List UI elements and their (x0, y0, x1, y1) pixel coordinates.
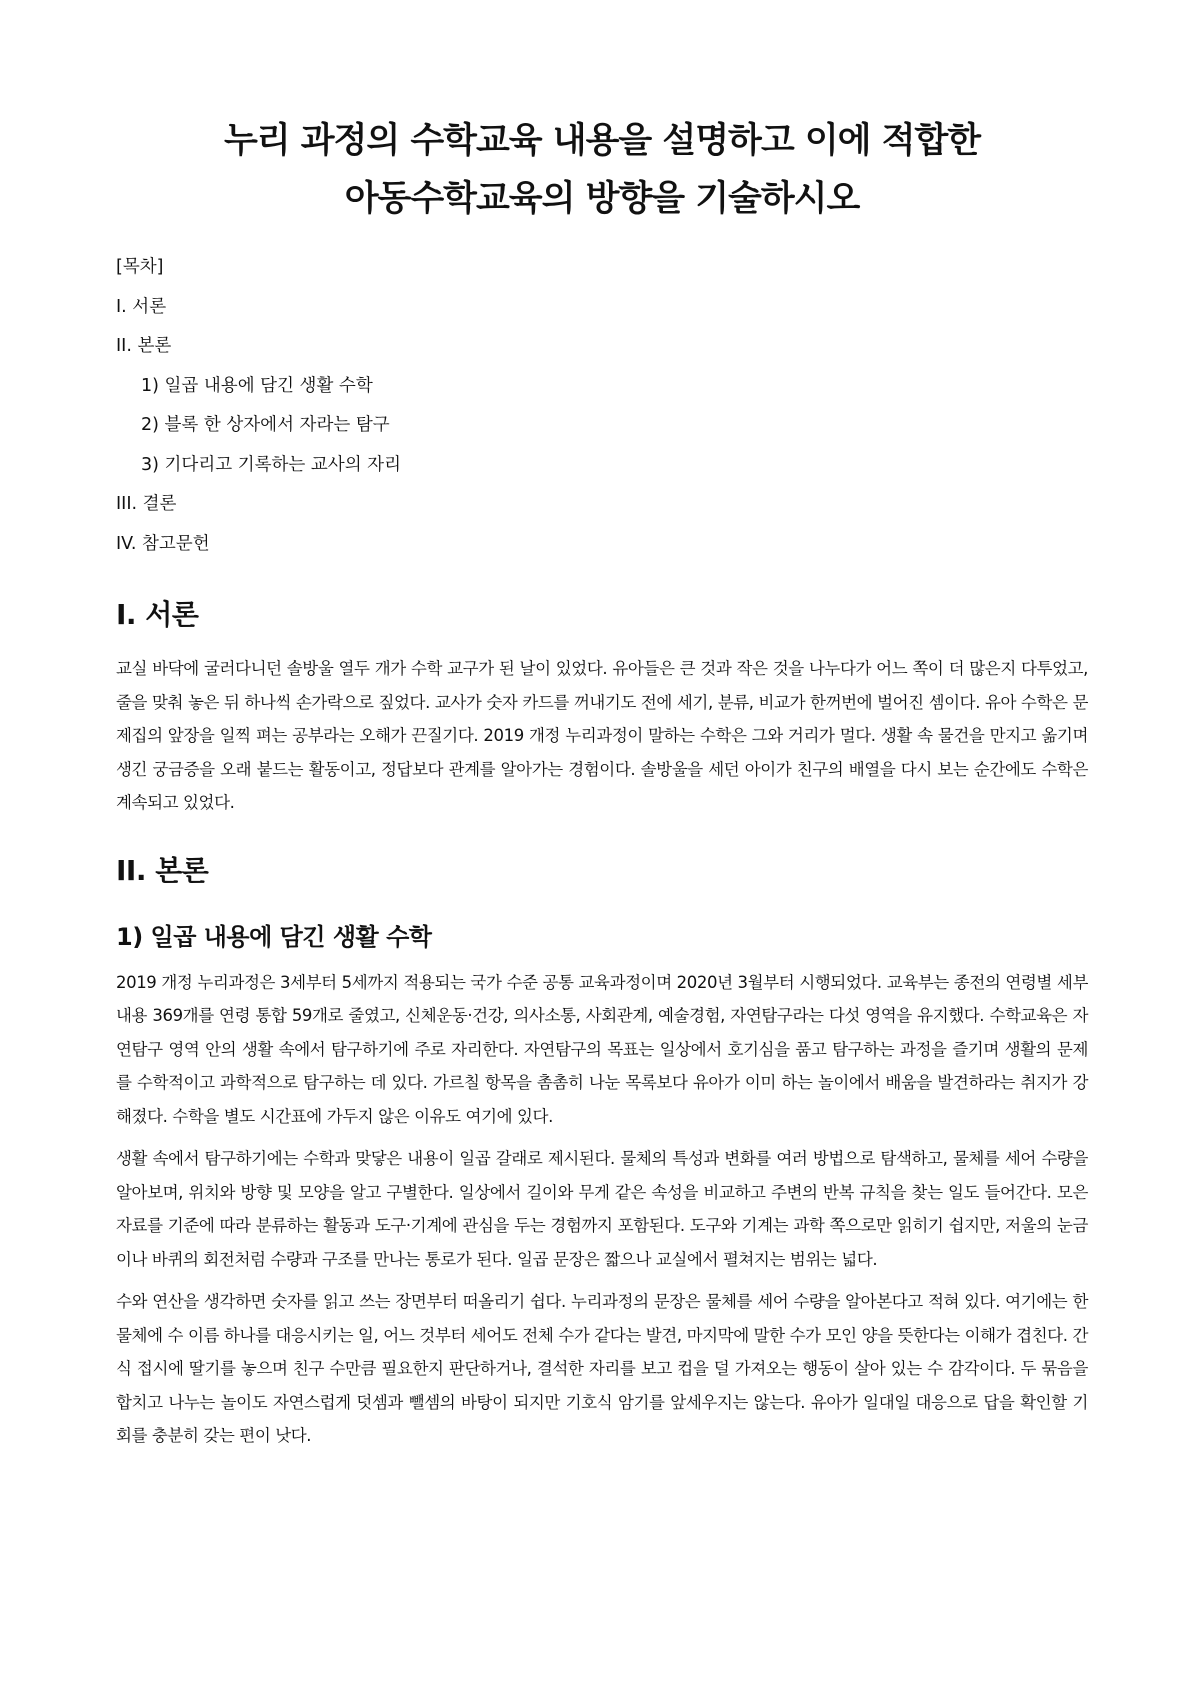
subsection-heading-1: 1) 일곱 내용에 담긴 생활 수학 (116, 922, 432, 951)
section-heading-intro: I. 서론 (116, 598, 199, 631)
toc-item-body-2: 2) 블록 한 상자에서 자라는 탐구 (141, 415, 390, 435)
body-paragraph: 생활 속에서 탐구하기에는 수학과 맞닿은 내용이 일곱 갈래로 제시된다. 물체의 특성과 변화를 여러 방법으로 탐색하고, 물체를 세어 수량을 알아보며, 위치와 방향 및 모양을 알고 구별한다. 일상에서 길이와 무게 같은 속성을 비교하고 주변의 반복 규칙을 찾는 일도 들어간다. 모은 자료를 기준에 따라 분류하는 활동과 도구·기계에 관심을 두는 경험까지 포함된다. 도구와 기계는 과학 쪽으로만 읽히기 쉽지만, 저울의 눈금이나 바퀴의 회전처럼 수량과 구조를 만나는 통로가 된다. 일곱 문장은 짧으나 교실에서 펼쳐지는 범위는 넓다. (116, 1149, 1088, 1269)
document-title: 누리 과정의 수학교육 내용을 설명하고 이에 적합한 아동수학교육의 방향을 기술하시오 (223, 121, 981, 219)
document-page (116, 112, 1088, 1462)
toc-item-body: II. 본론 (116, 336, 172, 356)
toc-item-conclusion: III. 결론 (116, 494, 177, 514)
toc-heading: [목차] (116, 257, 164, 277)
body-paragraph: 2019 개정 누리과정은 3세부터 5세까지 적용되는 국가 수준 공통 교육과정이며 2020년 3월부터 시행되었다. 교육부는 종전의 연령별 세부 내용 369개를 연령 통합 59개로 줄였고, 신체운동·건강, 의사소통, 사회관계, 예술경험, 자연탐구라는 다섯 영역을 유지했다. 수학교육은 자연탐구 영역 안의 생활 속에서 탐구하기에 주로 자리한다. 자연탐구의 목표는 일상에서 호기심을 품고 탐구하는 과정을 즐기며 생활의 문제를 수학적이고 과학적으로 탐구하는 데 있다. 가르칠 항목을 촘촘히 나눈 목록보다 유아가 이미 하는 놀이에서 배움을 발견하라는 취지가 강해졌다. 수학을 별도 시간표에 가두지 않은 이유도 여기에 있다. (116, 972, 1088, 1126)
table-of-contents (116, 248, 1088, 564)
toc-item-references: IV. 참고문헌 (116, 533, 210, 554)
toc-item-intro: I. 서론 (116, 296, 167, 317)
section-heading-body: II. 본론 (116, 853, 209, 887)
body-paragraph: 수와 연산을 생각하면 숫자를 읽고 쓰는 장면부터 떠올리기 쉽다. 누리과정의 문장은 물체를 세어 수량을 알아본다고 적혀 있다. 여기에는 한 물체에 수 이름 하나를 대응시키는 일, 어느 것부터 세어도 전체 수가 같다는 발견, 마지막에 말한 수가 모인 양을 뜻한다는 이해가 겹친다. 간식 접시에 딸기를 놓으며 친구 수만큼 필요한지 판단하거나, 결석한 자리를 보고 컵을 덜 가져오는 행동이 살아 있는 수 감각이다. 두 묶음을 합치고 나누는 놀이도 자연스럽게 덧셈과 뺄셈의 바탕이 되지만 기호식 암기를 앞세우지는 않는다. 유아가 일대일 대응으로 답을 확인할 기회를 충분히 갖는 편이 낫다. (116, 1292, 1088, 1445)
intro-paragraph: 교실 바닥에 굴러다니던 솔방울 열두 개가 수학 교구가 된 날이 있었다. 유아들은 큰 것과 작은 것을 나누다가 어느 쪽이 더 많은지 다투었고, 줄을 맞춰 놓은 뒤 하나씩 손가락으로 짚었다. 교사가 숫자 카드를 꺼내기도 전에 세기, 분류, 비교가 한꺼번에 벌어진 셈이다. 유아 수학은 문제집의 앞장을 일찍 펴는 공부라는 오해가 끈질기다. 2019 개정 누리과정이 말하는 수학은 그와 거리가 멀다. 생활 속 물건을 만지고 옮기며 생긴 궁금증을 오래 붙드는 활동이고, 정답보다 관계를 알아가는 경험이다. 솔방울을 세던 아이가 친구의 배열을 다시 보는 순간에도 수학은 계속되고 있었다. (116, 659, 1088, 812)
toc-item-body-3: 3) 기다리고 기록하는 교사의 자리 (141, 454, 401, 475)
toc-item-body-1: 1) 일곱 내용에 담긴 생활 수학 (141, 375, 373, 396)
